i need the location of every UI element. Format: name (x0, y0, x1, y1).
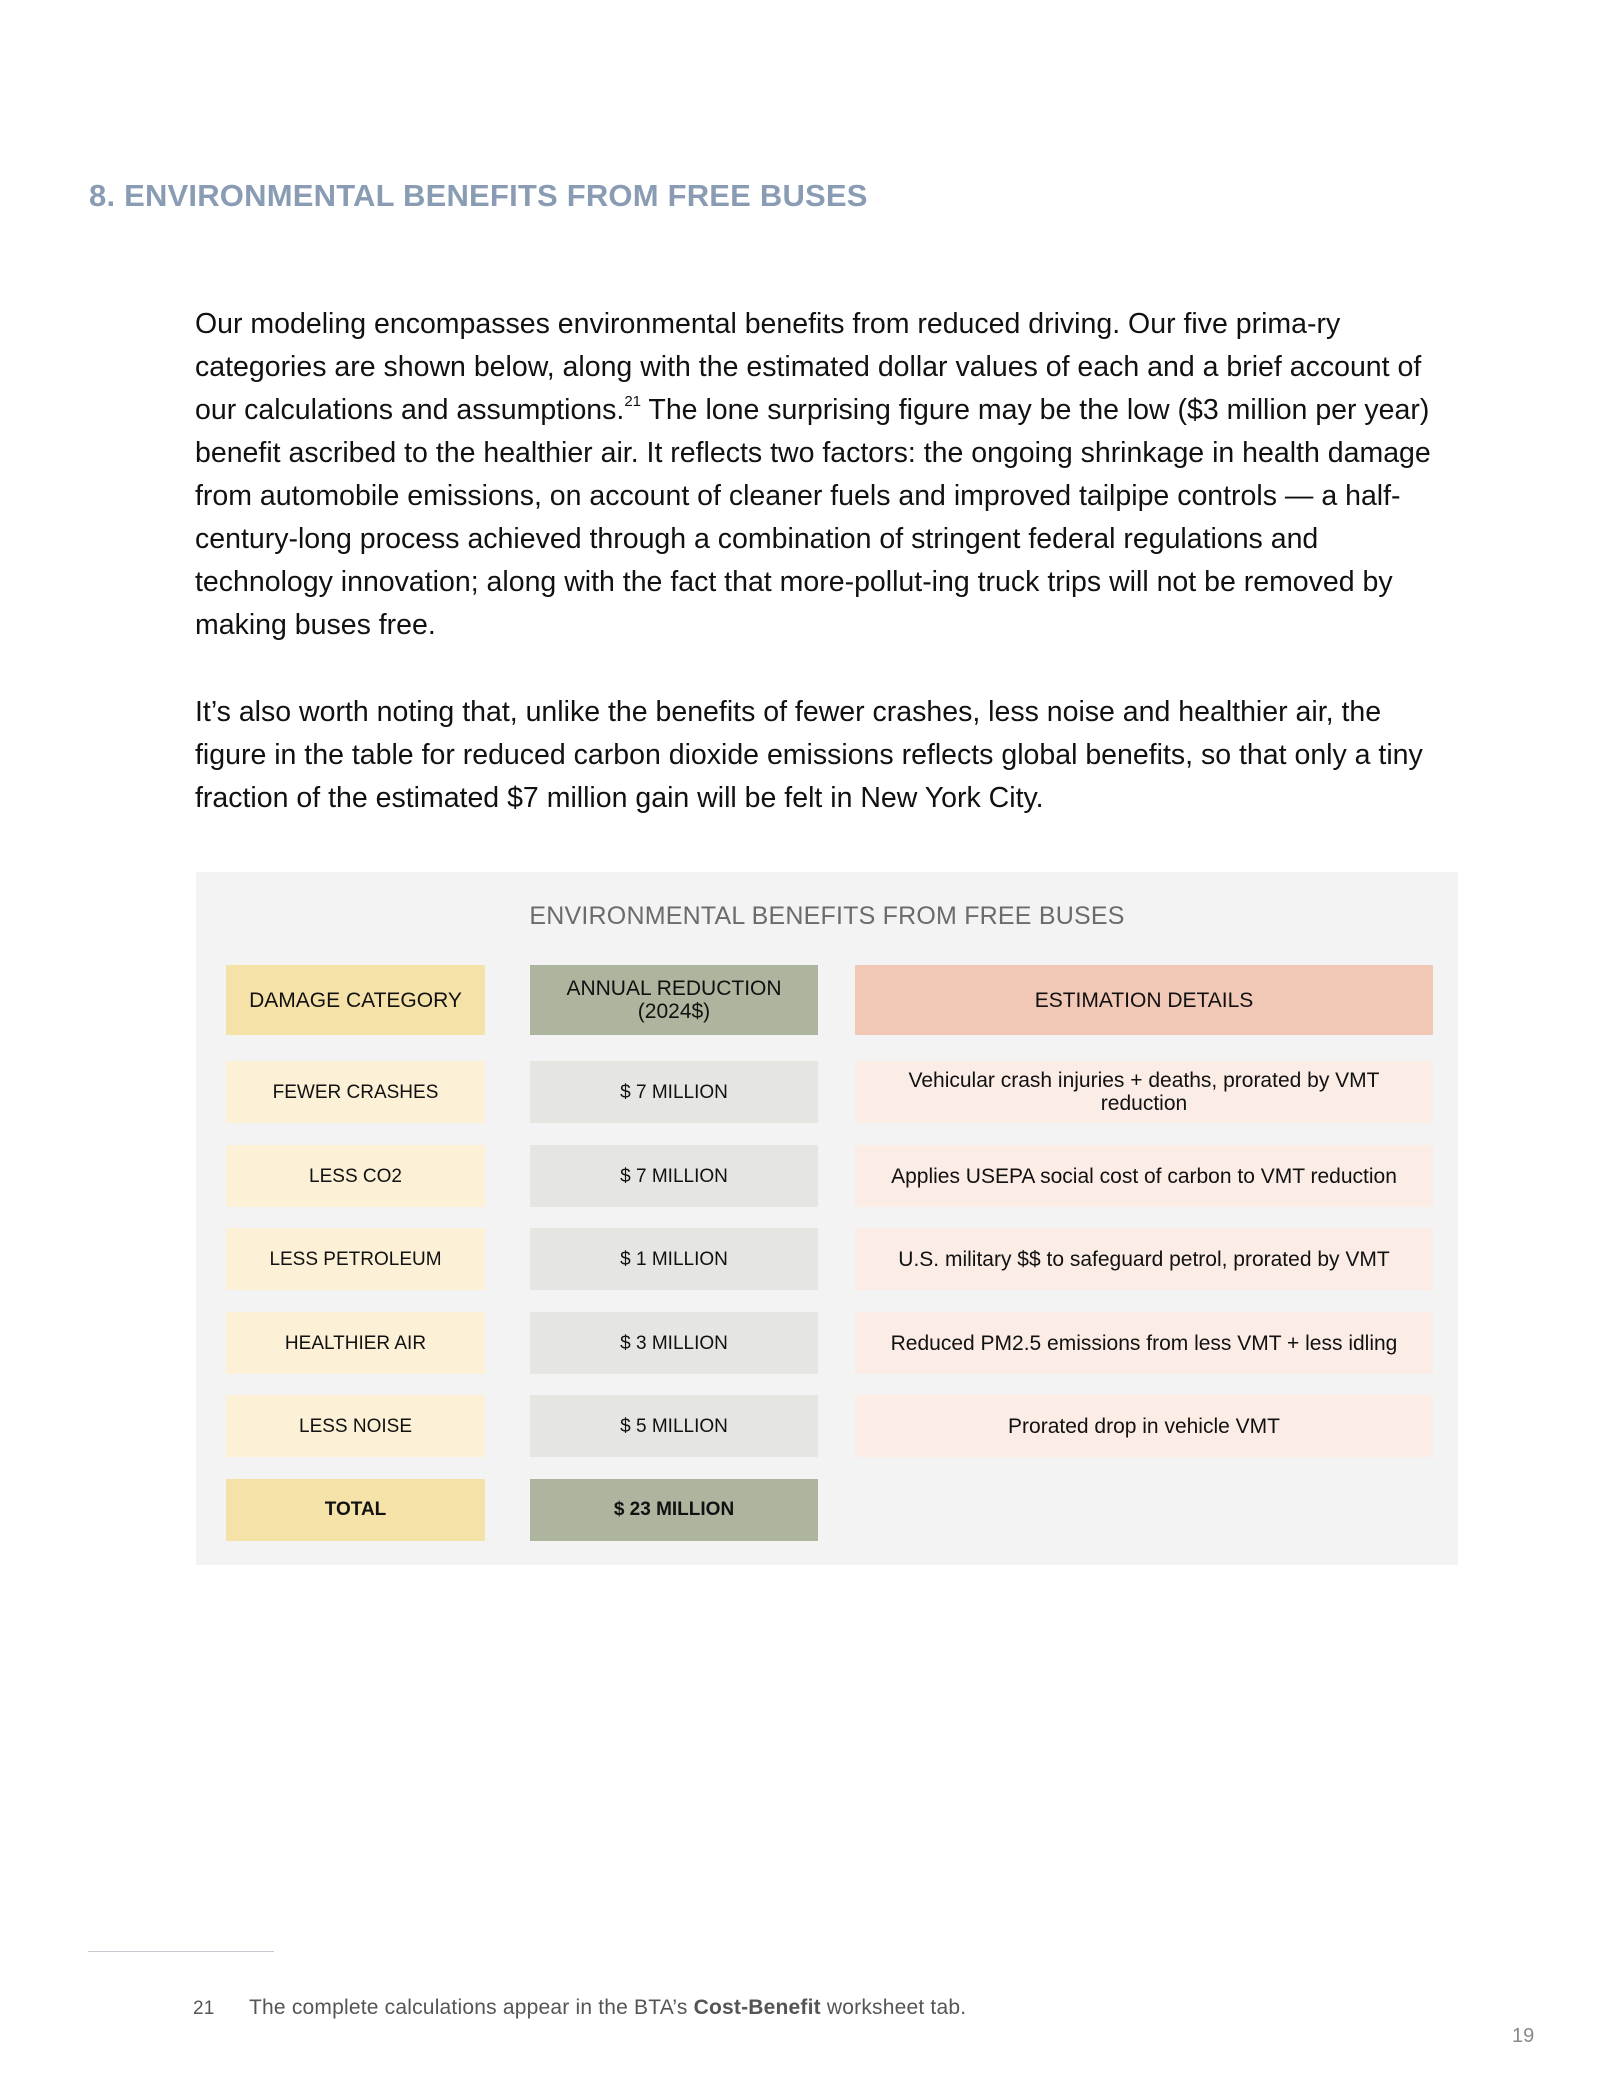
row-reduction-cell: $ 5 MILLION (530, 1395, 818, 1457)
row-reduction-cell: $ 1 MILLION (530, 1228, 818, 1290)
row-category-cell: FEWER CRASHES (226, 1061, 485, 1123)
row-details-cell: Vehicular crash injuries + deaths, prorated by VMT reduction (855, 1061, 1433, 1123)
footnote-bold-term: Cost-Benefit (693, 1996, 821, 2019)
header-annual-reduction: ANNUAL REDUCTION (2024$) (530, 965, 818, 1035)
row-category-cell: HEALTHIER AIR (226, 1312, 485, 1374)
table-title: ENVIRONMENTAL BENEFITS FROM FREE BUSES (529, 902, 1125, 930)
total-value-cell: $ 23 MILLION (530, 1479, 818, 1541)
footnote-number: 21 (193, 1998, 215, 2019)
footnote-divider (88, 1951, 274, 1952)
row-details-cell: Applies USEPA social cost of carbon to VMT reduction (855, 1145, 1433, 1207)
page-number: 19 (1512, 2025, 1535, 2047)
footnote-text-part1: The complete calculations appear in the BTA’s (249, 1996, 694, 2019)
row-category-cell: LESS CO2 (226, 1145, 485, 1207)
header-damage-category: DAMAGE CATEGORY (226, 965, 485, 1035)
carbon-note-paragraph: It’s also worth noting that, unlike the benefits of fewer crashes, less noise and healthier air, the figure in the table for reduced carbon dioxide emissions reflects global benefits, so that only a tiny fraction of the estimated $7 million gain will be felt in New York City. (195, 696, 1423, 814)
intro-text-part2: The lone surprising figure may be the low ($3 million per year) benefit ascribed to the healthier air. It reflects two factors: the ongoing shrinkage in health damage from automobile emissions, on account of cleaner fuels and improved tailpipe controls — a half-century-long process achieved through a combination of stringent federal regulations and technology innovation; along with the fact that more-pollut-ing truck trips will not be removed by making buses free. (195, 394, 1431, 641)
row-category-cell: LESS PETROLEUM (226, 1228, 485, 1290)
intro-text-part1: Our modeling encompasses environmental benefits from reduced driving. Our five prima-ry categories are shown below, along with the estimated dollar values of each and a brief account of our calculations and assumptions. (195, 308, 1422, 426)
benefits-table (196, 872, 1458, 1565)
intro-paragraph (195, 303, 1445, 647)
row-category-cell: LESS NOISE (226, 1395, 485, 1457)
row-reduction-cell: $ 7 MILLION (530, 1145, 818, 1207)
header-estimation-details: ESTIMATION DETAILS (855, 965, 1433, 1035)
row-reduction-cell: $ 7 MILLION (530, 1061, 818, 1123)
row-details-cell: U.S. military $$ to safeguard petrol, prorated by VMT (855, 1228, 1433, 1290)
total-label-cell: TOTAL (226, 1479, 485, 1541)
footnote (193, 1996, 966, 2020)
footnote-text-part2: worksheet tab. (820, 1996, 967, 2019)
section-title: 8. ENVIRONMENTAL BENEFITS FROM FREE BUSES (89, 178, 868, 213)
row-details-cell: Reduced PM2.5 emissions from less VMT + less idling (855, 1312, 1433, 1374)
row-reduction-cell: $ 3 MILLION (530, 1312, 818, 1374)
footnote-reference[interactable]: 21 (624, 393, 642, 410)
row-details-cell: Prorated drop in vehicle VMT (855, 1395, 1433, 1457)
